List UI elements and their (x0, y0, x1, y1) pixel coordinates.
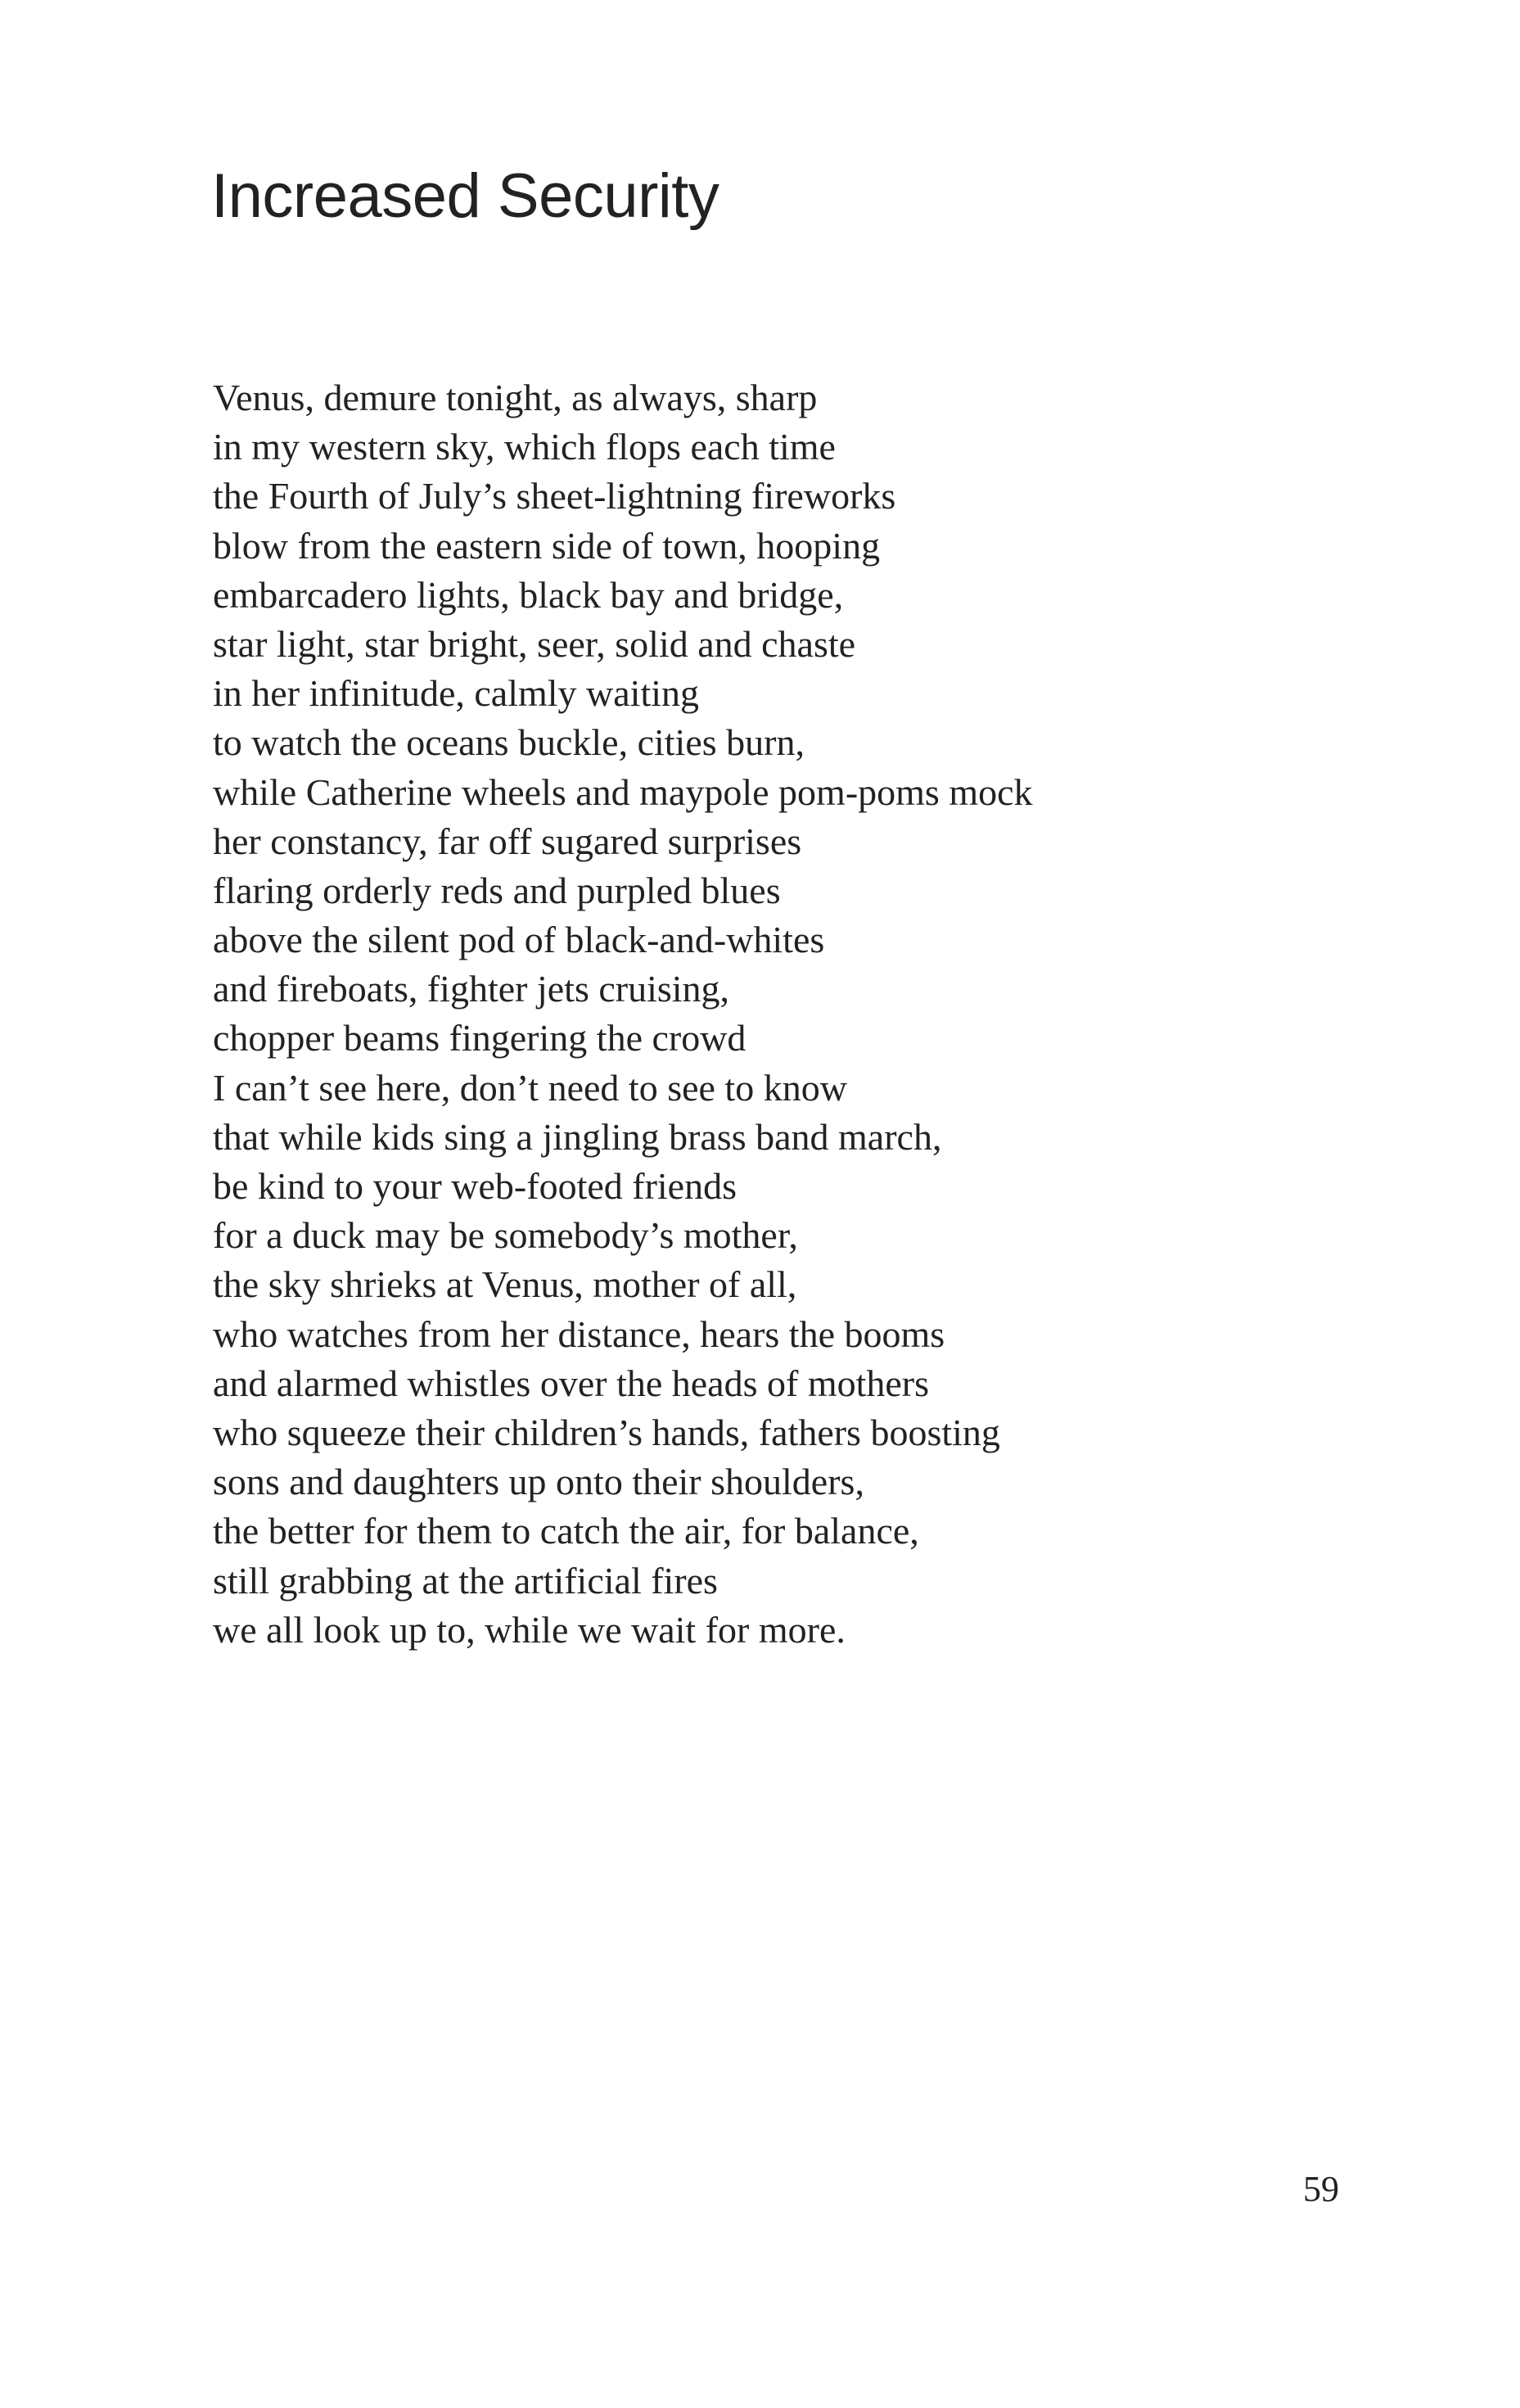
poem-line: and alarmed whistles over the heads of mothers (213, 1362, 930, 1404)
poem-line: star light, star bright, seer, solid and chaste (213, 622, 856, 665)
poem-title: Increased Security (211, 161, 719, 231)
poem-line: who squeeze their children’s hands, fathers boosting (213, 1411, 1000, 1453)
poem-line: who watches from her distance, hears the booms (213, 1312, 945, 1355)
poem-line: to watch the oceans buckle, cities burn, (213, 721, 805, 764)
poem-line: and fireboats, fighter jets cruising, (213, 968, 730, 1010)
poem-line: for a duck may be somebody’s mother, (213, 1214, 798, 1257)
poem-line: be kind to your web-footed friends (213, 1165, 737, 1207)
poem-line: chopper beams fingering the crowd (213, 1017, 746, 1059)
poem-line: while Catherine wheels and maypole pom-poms mock (213, 770, 1033, 813)
page-number: 59 (1303, 2169, 1339, 2209)
poem-line: the better for them to catch the air, for balance, (213, 1510, 919, 1552)
poem-line: still grabbing at the artificial fires (213, 1559, 718, 1602)
poem-line: in my western sky, which flops each time (213, 426, 836, 468)
poem-line: above the silent pod of black-and-whites (213, 919, 825, 961)
poem-line: the sky shrieks at Venus, mother of all, (213, 1263, 797, 1306)
poem-line: embarcadero lights, black bay and bridge, (213, 573, 844, 616)
poem-line: flaring orderly reds and purpled blues (213, 869, 781, 911)
poem-line: in her infinitude, calmly waiting (213, 672, 700, 715)
poem-line: we all look up to, while we wait for more. (213, 1608, 846, 1651)
poem-line: blow from the eastern side of town, hooping (213, 524, 881, 567)
poem-body (213, 373, 1033, 1655)
poem-line: the Fourth of July’s sheet-lightning fireworks (213, 475, 896, 517)
poem-line: sons and daughters up onto their shoulders, (213, 1461, 864, 1503)
poem-line: her constancy, far off sugared surprises (213, 820, 802, 862)
poem-line: Venus, demure tonight, as always, sharp (213, 377, 818, 418)
poem-line: I can’t see here, don’t need to see to know (213, 1066, 847, 1109)
poem-line: that while kids sing a jingling brass band march, (213, 1115, 942, 1158)
